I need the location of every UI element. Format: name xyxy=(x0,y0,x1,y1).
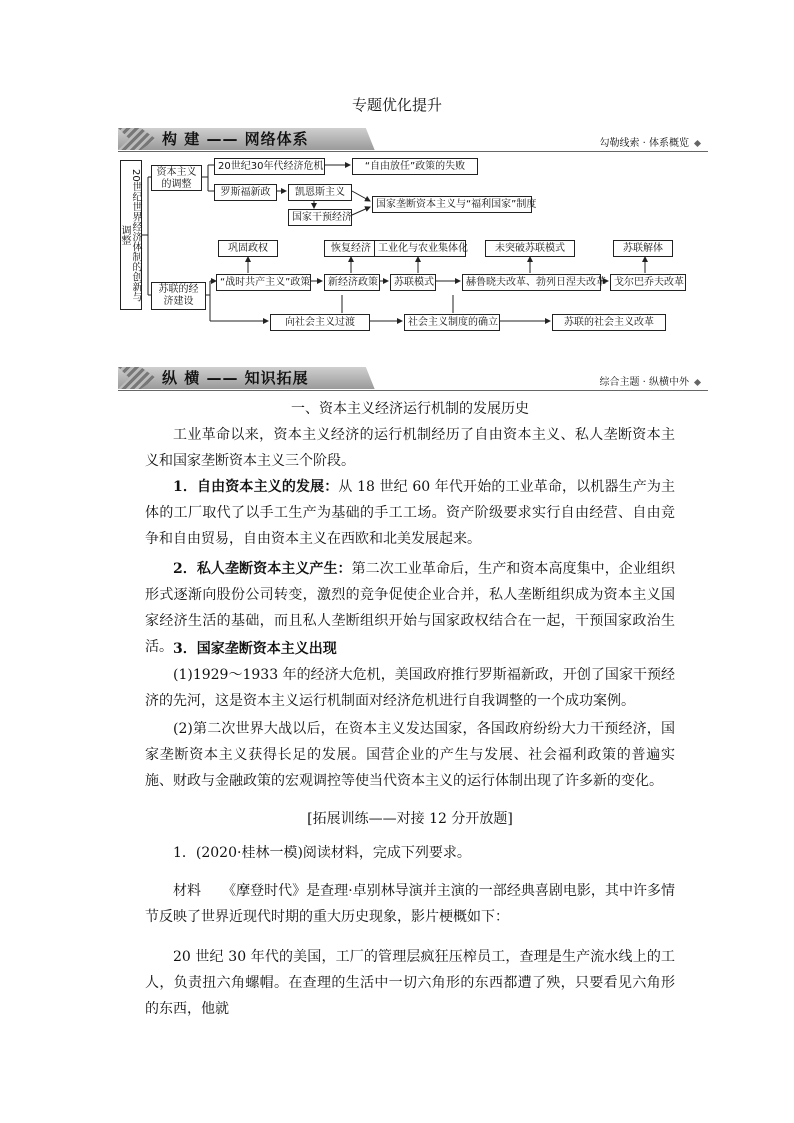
paragraph-free-capitalism xyxy=(145,474,675,552)
paragraph-body: 从 18 世纪 60 年代开始的工业革命，以机器生产为主体的工厂取代了以手工生产为基础的手工工场。资产阶级要求实行自由经营、自由竞争和自由贸易，自由资本主义在西欧和北美发展起来。 xyxy=(145,479,675,547)
section-heading: 一、资本主义经济运行机制的发展历史 xyxy=(291,401,529,417)
paragraph-heading: 1．自由资本主义的发展： xyxy=(173,479,339,495)
node-soviet-construction: 苏联的经济建设 xyxy=(151,282,206,310)
banner-subtitle: 综合主题 · 纵横中外 xyxy=(599,377,689,388)
material-paragraph xyxy=(145,878,675,930)
node-keynesianism: 凯恩斯主义 xyxy=(288,184,352,201)
node-khrushchev-brezhnev-reform: 赫鲁晓夫改革、勃列日涅夫改革 xyxy=(462,274,601,291)
node-soviet-socialist-reform: 苏联的社会主义改革 xyxy=(552,314,666,331)
section-banner-extend xyxy=(118,367,708,389)
node-industrialization: 工业化与农业集体化 xyxy=(374,240,466,257)
knowledge-network-diagram xyxy=(118,155,708,330)
node-laissez-faire-failure: “自由放任”政策的失败 xyxy=(352,158,478,175)
node-socialist-system-established: 社会主义制度的确立 xyxy=(404,314,500,331)
banner-label: 纵 横 —— 知识拓展 xyxy=(162,369,309,387)
page-title: 专题优化提升 xyxy=(351,96,442,114)
paragraph-state-monopoly-heading xyxy=(145,636,675,662)
banner-subtitle: 勾勒线索 · 体系概览 xyxy=(599,138,689,149)
node-consolidate-power: 巩固政权 xyxy=(218,240,278,257)
node-nep: 新经济政策 xyxy=(324,274,380,291)
paragraph-point-2: (2)第二次世界大战以后，在资本主义发达国家，各国政府纷纷大力干预经济，国家垄断资本主义获得长足的发展。国营企业的产生与发展、社会福利政策的普遍实施、财政与金融政策的宏观调控等使当代资本主义的运行体制出现了许多新的变化。 xyxy=(145,721,675,789)
paragraph-point-1: (1)1929～1933 年的经济大危机，美国政府推行罗斯福新政，开创了国家干预经济的先河，这是资本主义运行机制面对经济危机进行自我调整的一个成功案例。 xyxy=(145,667,675,709)
material-paragraph-2: 20 世纪 30 年代的美国，工厂的管理层疯狂压榨员工，查理是生产流水线上的工人，负责扭六角螺帽。在查理的生活中一切六角形的东西都遭了殃，只要看见六角形的东西，他就 xyxy=(145,949,675,1017)
node-capitalism-adjustment: 资本主义的调整 xyxy=(151,165,202,191)
paragraph-heading: 3．国家垄断资本主义出现 xyxy=(173,641,337,657)
paragraph-body: 第二次工业革命后，生产和资本高度集中，企业组织形式逐渐向股份公司转变，激烈的竞争促使企业合并，私人垄断组织成为资本主义国家经济生活的基础，而且私人垄断组织开始与国家政权结合在一起，干预国家政治生活。 xyxy=(145,561,675,655)
node-gorbachev-reform: 戈尔巴乔夫改革 xyxy=(610,274,686,291)
material-label: 材料 xyxy=(173,883,202,899)
node-state-intervention: 国家干预经济 xyxy=(288,209,352,226)
node-no-breakthrough: 未突破苏联模式 xyxy=(485,240,575,257)
paragraph-intro: 工业革命以来，资本主义经济的运行机制经历了自由资本主义、私人垄断资本主义和国家垄断资本主义三个阶段。 xyxy=(145,427,675,469)
diamond-icon xyxy=(694,139,701,146)
diamond-icon xyxy=(694,378,701,385)
question-1: 1．(2020·桂林一模)阅读材料，完成下列要求。 xyxy=(173,845,471,861)
node-1930s-crisis: 20世纪30年代经济危机 xyxy=(214,158,325,175)
material-text: 《摩登时代》是查理·卓别林导演并主演的一部经典喜剧电影，其中许多情节反映了世界近现代时期的重大历史现象，影片梗概如下： xyxy=(145,883,675,925)
node-restore-economy: 恢复经济 xyxy=(324,240,378,257)
paragraph-heading: 2．私人垄断资本主义产生： xyxy=(173,561,352,577)
node-welfare-state: 国家垄断资本主义与“福利国家”制度 xyxy=(372,196,532,213)
diagram-root: 20世纪世界经济体制的创新与调整 xyxy=(120,160,142,310)
node-new-deal: 罗斯福新政 xyxy=(214,184,277,201)
node-soviet-collapse: 苏联解体 xyxy=(613,240,673,257)
node-war-communism: “战时共产主义”政策 xyxy=(216,274,311,291)
section-banner-build xyxy=(118,128,708,150)
training-heading: [拓展训练——对接 12 分开放题] xyxy=(307,811,513,827)
node-transition-to-socialism: 向社会主义过渡 xyxy=(270,314,370,331)
banner-label: 构 建 —— 网络体系 xyxy=(162,130,309,148)
node-soviet-model: 苏联模式 xyxy=(390,274,436,291)
